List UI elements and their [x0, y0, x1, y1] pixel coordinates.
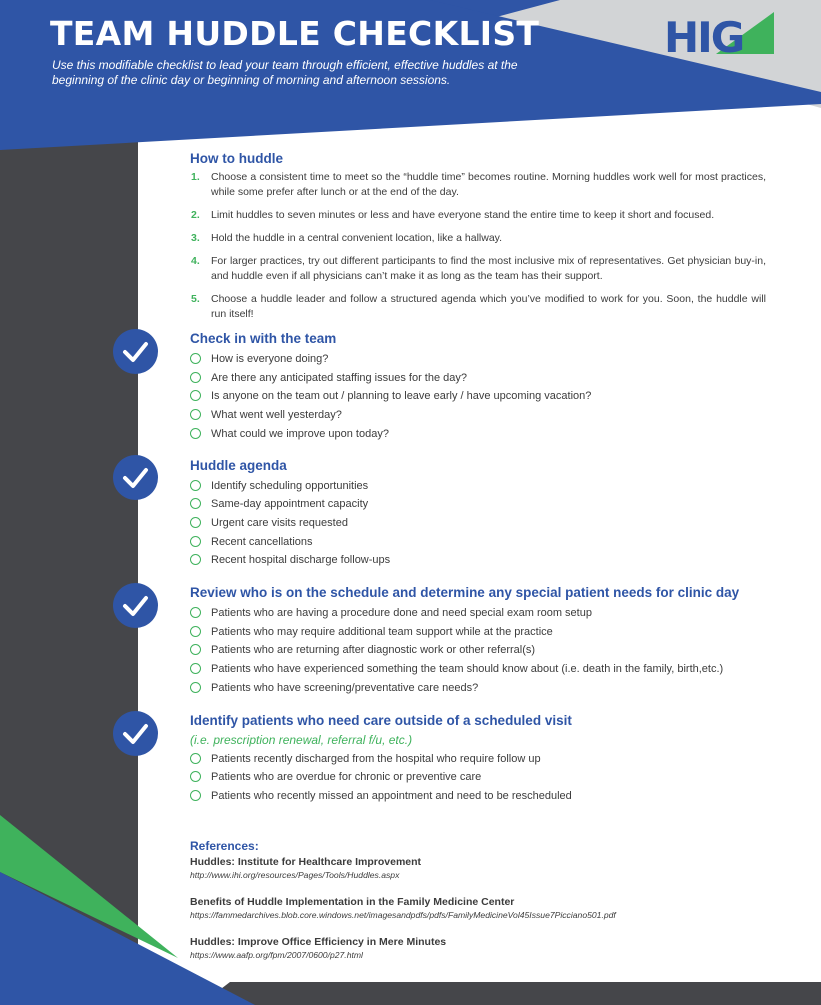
checklist-item-label: Are there any anticipated staffing issues for the day? [211, 371, 468, 384]
checklist-item-label: Patients who are having a procedure done and need special exam room setup [211, 607, 592, 620]
how-to-item [190, 292, 766, 322]
checklist-item[interactable] [190, 514, 766, 533]
section-title-review-schedule: Review who is on the schedule and determine any special patient needs for clinic day [190, 585, 740, 601]
checkbox-circle-icon[interactable] [190, 536, 201, 547]
checklist-item[interactable] [190, 750, 766, 769]
how-to-section [190, 150, 766, 322]
huddle-agenda-list [190, 477, 766, 571]
check-badge-icon [113, 455, 158, 500]
checklist-item-label: Is anyone on the team out / planning to leave early / have upcoming vacation? [211, 390, 592, 403]
hig-logo [664, 12, 774, 56]
step-text: Choose a consistent time to meet so the “huddle time” becomes routine. Morning huddles work well for most practices, while some prefer after lunch or at the end of the day. [211, 171, 766, 198]
how-to-item [190, 231, 766, 246]
section-title-check-in: Check in with the team [190, 331, 337, 346]
checkbox-circle-icon[interactable] [190, 372, 201, 383]
section-title-care-outside-visit: Identify patients who need care outside of a scheduled visit [190, 712, 572, 728]
checklist-item[interactable] [190, 406, 766, 425]
checklist-item-label: Patients who may require additional team support while at the practice [211, 625, 553, 638]
references [190, 839, 770, 976]
step-text: Limit huddles to seven minutes or less and have everyone stand the entire time to keep it short and focused. [211, 209, 715, 221]
section-title-huddle-agenda: Huddle agenda [190, 457, 287, 473]
checklist-item[interactable] [190, 660, 766, 679]
checkbox-circle-icon[interactable] [190, 390, 201, 401]
checkbox-circle-icon[interactable] [190, 409, 201, 420]
checkbox-circle-icon[interactable] [190, 663, 201, 674]
reference-item [190, 856, 770, 881]
checklist-item-label: Recent hospital discharge follow-ups [211, 554, 391, 567]
checkbox-circle-icon[interactable] [190, 428, 201, 439]
review-schedule-list [190, 604, 766, 698]
check-badge-icon [113, 711, 158, 756]
checklist-item-label: Patients who have screening/preventative care needs? [211, 681, 479, 694]
checklist-item[interactable] [190, 768, 766, 787]
checklist-item[interactable] [190, 387, 766, 406]
checklist-item[interactable] [190, 350, 766, 369]
checklist-item-label: Patients recently discharged from the hospital who require follow up [211, 752, 541, 765]
step-text: Choose a huddle leader and follow a structured agenda which you’ve modified to work for you. Soon, the huddle will run itself! [211, 293, 766, 320]
checkbox-circle-icon[interactable] [190, 682, 201, 693]
checklist-item[interactable] [190, 533, 766, 552]
check-in-list [190, 350, 766, 444]
checklist-item[interactable] [190, 604, 766, 623]
reference-title: Huddles: Improve Office Efficiency in Mere Minutes [190, 936, 447, 948]
reference-url[interactable]: https://www.aafp.org/fpm/2007/0600/p27.html [190, 950, 363, 960]
checklist-item[interactable] [190, 495, 766, 514]
reference-url[interactable]: http://www.ihi.org/resources/Pages/Tools/Huddles.aspx [190, 870, 400, 880]
step-text: Hold the huddle in a central convenient location, like a hallway. [211, 232, 503, 244]
checkbox-circle-icon[interactable] [190, 753, 201, 764]
checkbox-circle-icon[interactable] [190, 517, 201, 528]
step-number: 2. [191, 209, 200, 221]
checkbox-circle-icon[interactable] [190, 554, 201, 565]
step-number: 1. [191, 171, 200, 183]
section-huddle-agenda [190, 457, 766, 571]
checklist-item-label: Patients who are returning after diagnostic work or other referral(s) [211, 644, 536, 657]
checklist-item[interactable] [190, 623, 766, 642]
checkbox-circle-icon[interactable] [190, 607, 201, 618]
checklist-content [190, 150, 766, 806]
checklist-item-label: What went well yesterday? [211, 409, 342, 422]
care-outside-visit-list [190, 750, 766, 806]
checklist-item-label: Patients who recently missed an appointment and need to be rescheduled [211, 789, 572, 802]
checkbox-circle-icon[interactable] [190, 626, 201, 637]
checklist-item-label: Patients who have experienced something the team should know about (i.e. death in the family, birth,etc.) [211, 663, 724, 676]
checklist-item[interactable] [190, 551, 766, 570]
reference-item [190, 936, 770, 961]
section-check-in [190, 330, 766, 444]
footer-band [200, 982, 821, 1005]
checklist-item[interactable] [190, 425, 766, 444]
logo-text: HIG [664, 13, 744, 56]
page-subtitle: Use this modifiable checklist to lead your team through efficient, effective huddles at the beginning of the clinic day or beginning of morning and afternoon sessions. [52, 58, 518, 87]
checklist-item-label: Identify scheduling opportunities [211, 479, 369, 492]
checklist-item[interactable] [190, 787, 766, 806]
section-care-outside-visit [190, 712, 766, 806]
step-number: 4. [191, 255, 200, 267]
checklist-item[interactable] [190, 369, 766, 388]
checkbox-circle-icon[interactable] [190, 790, 201, 801]
checklist-item-label: How is everyone doing? [211, 353, 329, 365]
check-badge-icon [113, 583, 158, 628]
checklist-item-label: Patients who are overdue for chronic or preventive care [211, 771, 482, 784]
how-to-item [190, 208, 766, 223]
how-to-item [190, 254, 766, 284]
checklist-item-label: What could we improve upon today? [211, 427, 389, 440]
checkbox-circle-icon[interactable] [190, 353, 201, 364]
checklist-item-label: Recent cancellations [211, 535, 313, 548]
checkbox-circle-icon[interactable] [190, 771, 201, 782]
step-text: For larger practices, try out different participants to find the most inclusive mix of representatives. Get physician buy-in, and huddle even if all physicians can’t make it as long as the team has their support. [211, 255, 766, 282]
section-note: (i.e. prescription renewal, referral f/u, etc.) [190, 732, 413, 747]
step-number: 5. [191, 293, 200, 305]
checkbox-circle-icon[interactable] [190, 498, 201, 509]
step-number: 3. [191, 232, 200, 244]
checklist-item[interactable] [190, 477, 766, 496]
checkbox-circle-icon[interactable] [190, 644, 201, 655]
check-badge-icon [113, 329, 158, 374]
checklist-item-label: Same-day appointment capacity [211, 498, 369, 511]
reference-title: Benefits of Huddle Implementation in the Family Medicine Center [190, 896, 515, 908]
reference-title: Huddles: Institute for Healthcare Improvement [190, 856, 422, 868]
section-title-how-to: How to huddle [190, 151, 283, 166]
how-to-list [190, 170, 766, 322]
checklist-item[interactable] [190, 679, 766, 698]
checklist-item[interactable] [190, 641, 766, 660]
page-title: TEAM HUDDLE CHECKLIST [50, 14, 540, 53]
references-title: References: [190, 839, 259, 853]
checklist-item-label: Urgent care visits requested [211, 516, 348, 529]
section-review-schedule [190, 584, 766, 698]
checkbox-circle-icon[interactable] [190, 480, 201, 491]
reference-url[interactable]: https://fammedarchives.blob.core.windows.net/imagesandpdfs/pdfs/FamilyMedicineVol45Issue7Picciano501.pdf [190, 910, 616, 920]
how-to-item [190, 170, 766, 200]
reference-item [190, 896, 770, 921]
